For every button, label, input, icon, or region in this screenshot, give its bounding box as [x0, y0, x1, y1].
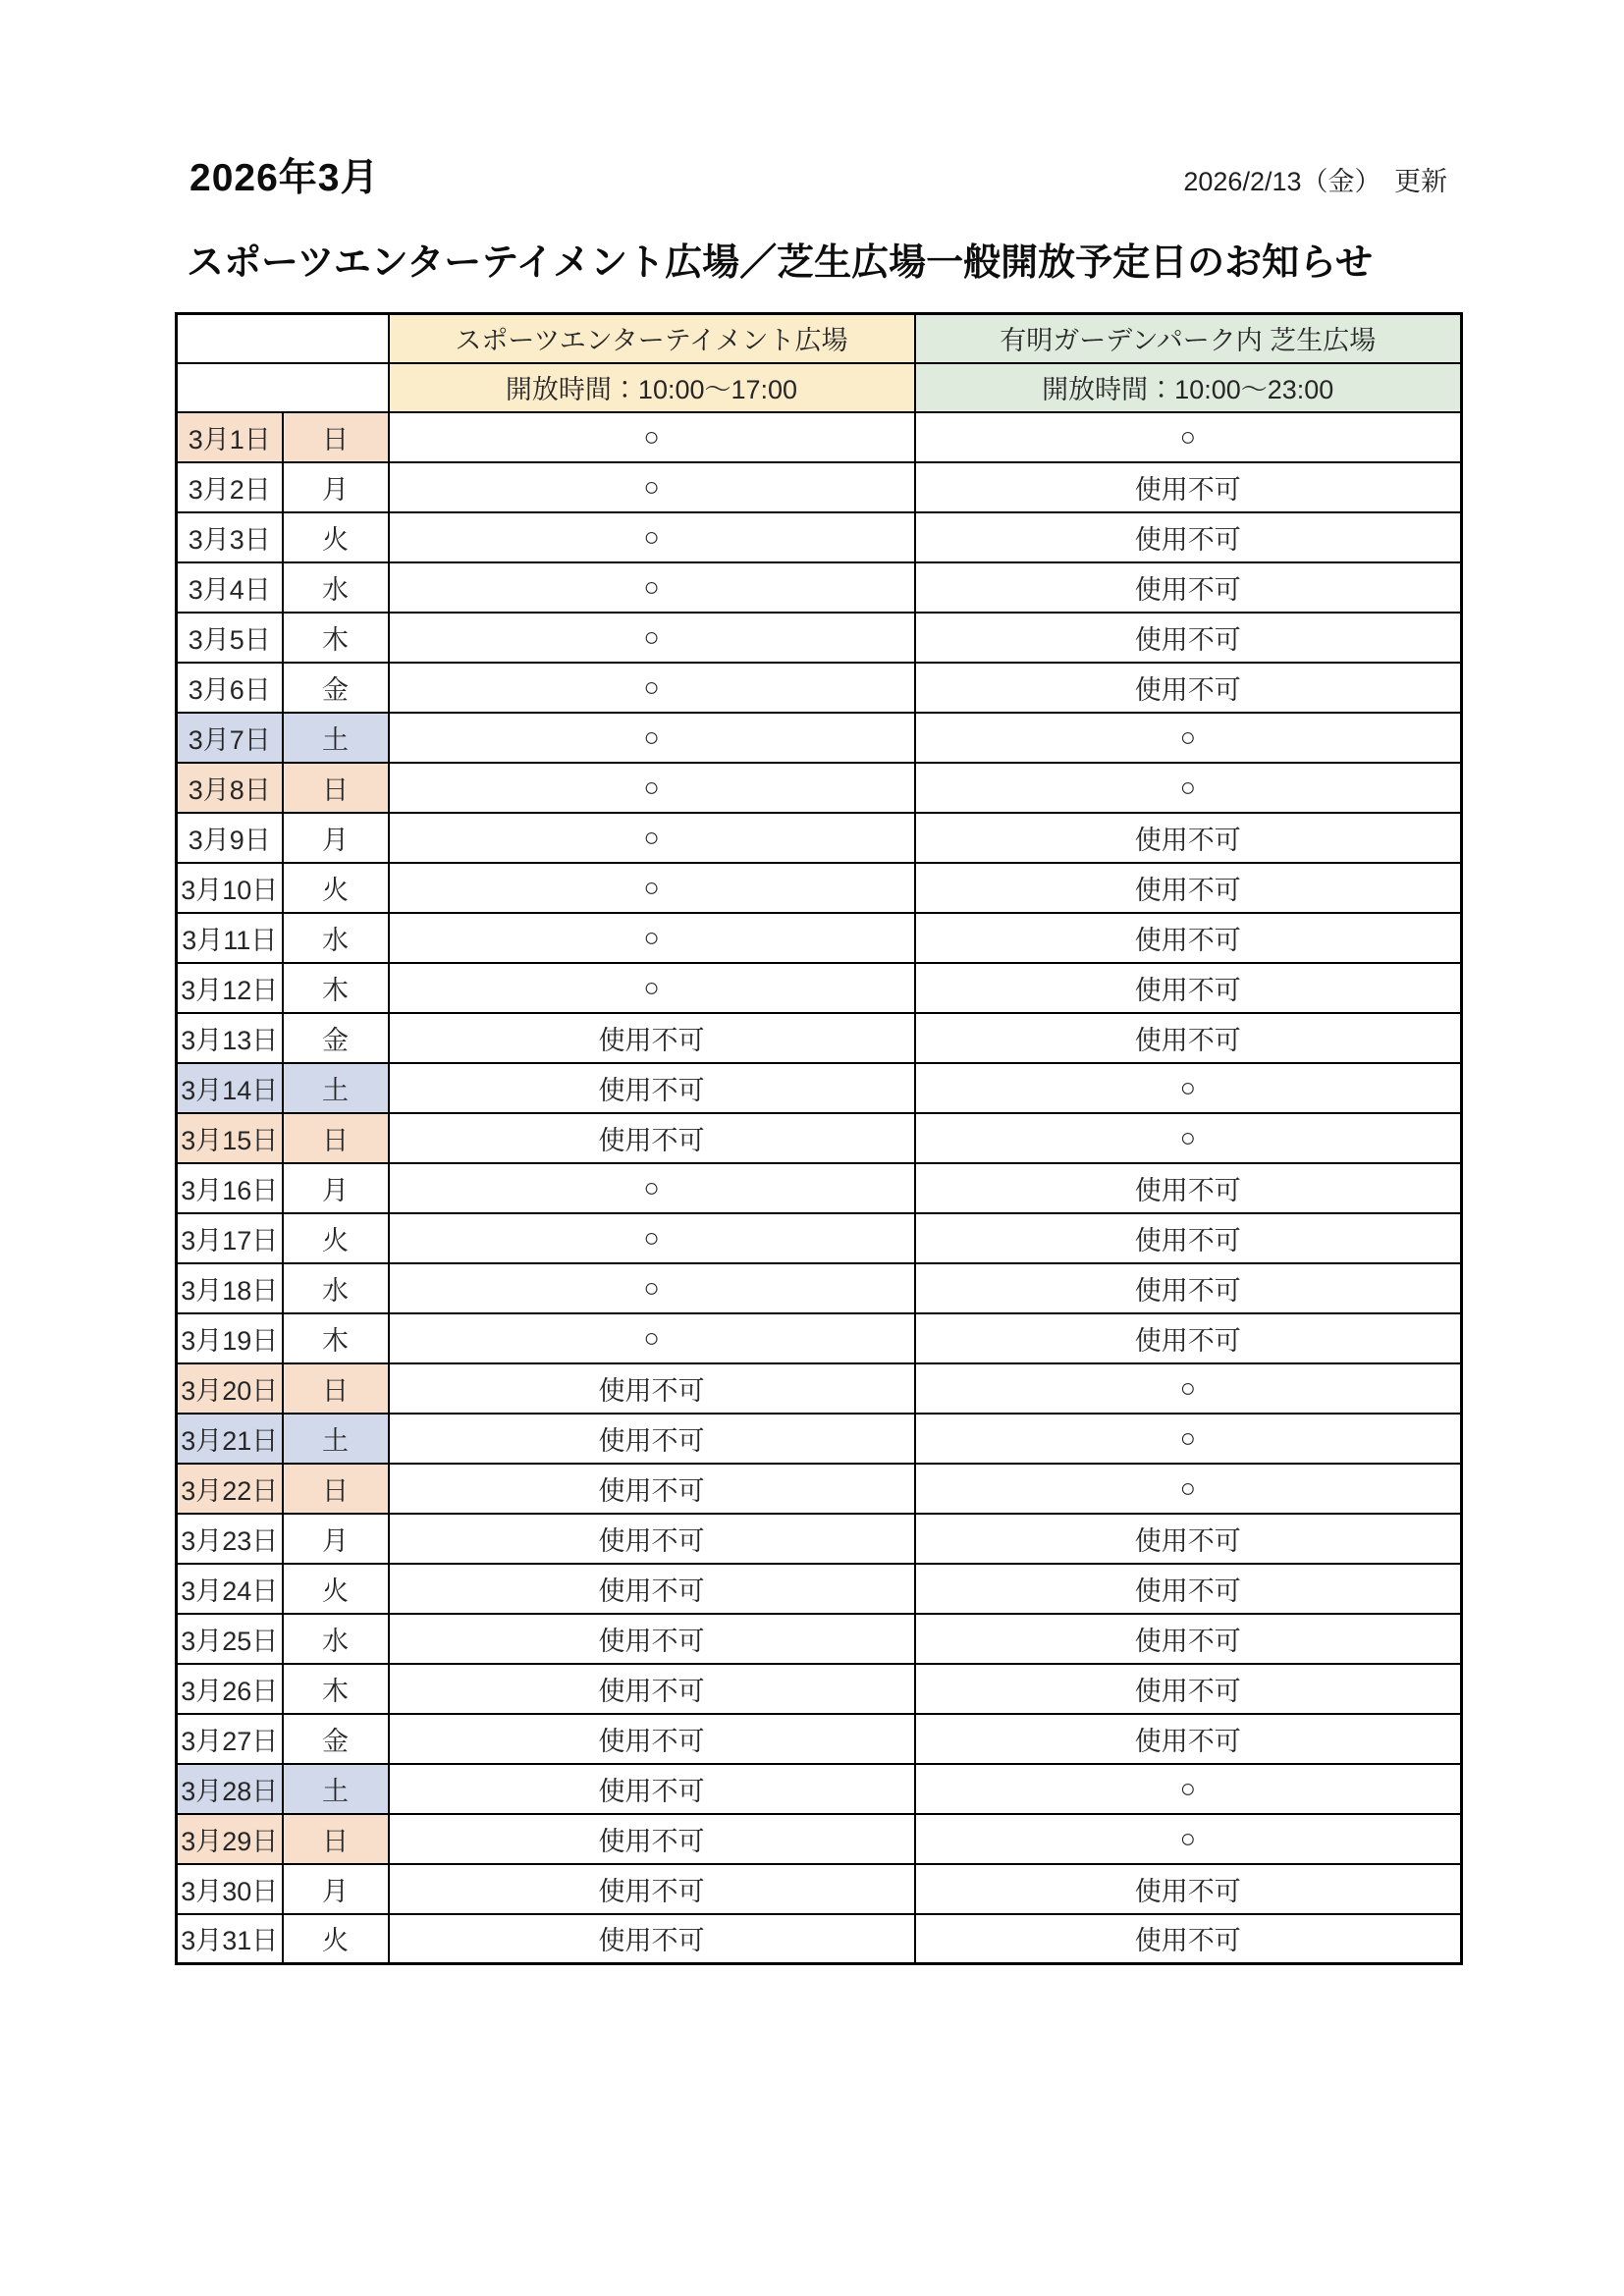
venue2-status-cell: 使用不可 [915, 562, 1462, 613]
venue1-status-cell: 使用不可 [389, 1363, 915, 1414]
venue2-hours-header: 開放時間：10:00～23:00 [915, 363, 1462, 412]
day-of-week-cell: 火 [283, 863, 389, 913]
day-of-week-cell: 土 [283, 1414, 389, 1464]
schedule-row [177, 763, 1462, 813]
date-cell: 3月17日 [177, 1213, 283, 1263]
venue1-status-cell: 使用不可 [389, 1614, 915, 1664]
date-cell: 3月24日 [177, 1564, 283, 1614]
day-of-week-cell: 月 [283, 1864, 389, 1914]
venue1-status-cell: ○ [389, 713, 915, 763]
venue1-status-cell: ○ [389, 562, 915, 613]
venue2-status-cell: ○ [915, 412, 1462, 462]
venue1-status-cell: ○ [389, 763, 915, 813]
schedule-row [177, 1464, 1462, 1514]
page-subtitle: スポーツエンターテイメント広場／芝生広場一般開放予定日のお知らせ [187, 242, 1374, 284]
venue2-status-cell: 使用不可 [915, 963, 1462, 1013]
day-of-week-cell: 木 [283, 1664, 389, 1714]
schedule-row [177, 462, 1462, 512]
day-of-week-cell: 日 [283, 1113, 389, 1163]
date-cell: 3月22日 [177, 1464, 283, 1514]
date-cell: 3月14日 [177, 1063, 283, 1113]
venue1-status-cell: ○ [389, 663, 915, 713]
date-cell: 3月25日 [177, 1614, 283, 1664]
schedule-row [177, 963, 1462, 1013]
date-cell: 3月20日 [177, 1363, 283, 1414]
venue1-status-cell: 使用不可 [389, 1664, 915, 1714]
date-cell: 3月1日 [177, 412, 283, 462]
date-cell: 3月10日 [177, 863, 283, 913]
day-of-week-cell: 日 [283, 763, 389, 813]
venue1-status-cell: 使用不可 [389, 1764, 915, 1814]
venue1-status-cell: 使用不可 [389, 1564, 915, 1614]
venue2-status-cell: 使用不可 [915, 813, 1462, 863]
day-of-week-cell: 火 [283, 1564, 389, 1614]
day-of-week-cell: 木 [283, 613, 389, 663]
day-of-week-cell: 月 [283, 1514, 389, 1564]
date-cell: 3月30日 [177, 1864, 283, 1914]
date-cell: 3月29日 [177, 1814, 283, 1864]
schedule-row [177, 1414, 1462, 1464]
schedule-row [177, 1814, 1462, 1864]
venue2-status-cell: ○ [915, 1113, 1462, 1163]
schedule-row [177, 1764, 1462, 1814]
date-cell: 3月5日 [177, 613, 283, 663]
day-of-week-cell: 水 [283, 562, 389, 613]
schedule-row [177, 1213, 1462, 1263]
schedule-table-head [177, 314, 1462, 412]
schedule-table [175, 312, 1463, 1965]
date-cell: 3月15日 [177, 1113, 283, 1163]
date-cell: 3月16日 [177, 1163, 283, 1213]
schedule-row [177, 1864, 1462, 1914]
schedule-row [177, 863, 1462, 913]
venue2-status-cell: ○ [915, 763, 1462, 813]
day-of-week-cell: 金 [283, 663, 389, 713]
day-of-week-cell: 月 [283, 462, 389, 512]
venue2-status-cell: 使用不可 [915, 913, 1462, 963]
venue1-status-cell: ○ [389, 412, 915, 462]
date-cell: 3月8日 [177, 763, 283, 813]
venue2-status-cell: 使用不可 [915, 1514, 1462, 1564]
venue1-status-cell: 使用不可 [389, 1013, 915, 1063]
venue1-status-cell: 使用不可 [389, 1414, 915, 1464]
schedule-row [177, 1514, 1462, 1564]
venue2-status-cell: ○ [915, 1414, 1462, 1464]
venue2-status-cell: ○ [915, 1764, 1462, 1814]
date-cell: 3月2日 [177, 462, 283, 512]
date-cell: 3月13日 [177, 1013, 283, 1063]
venue1-status-cell: 使用不可 [389, 1063, 915, 1113]
day-of-week-cell: 水 [283, 913, 389, 963]
venue2-status-cell: 使用不可 [915, 1564, 1462, 1614]
venue2-status-cell: ○ [915, 1063, 1462, 1113]
venue1-status-cell: ○ [389, 863, 915, 913]
date-cell: 3月18日 [177, 1263, 283, 1313]
venue1-name-header: スポーツエンターテイメント広場 [389, 314, 915, 363]
schedule-row [177, 562, 1462, 613]
venue1-status-cell: ○ [389, 963, 915, 1013]
venue1-status-cell: ○ [389, 1263, 915, 1313]
schedule-row [177, 1113, 1462, 1163]
day-of-week-cell: 日 [283, 1464, 389, 1514]
venue-name-header-row [177, 314, 1462, 363]
venue1-status-cell: ○ [389, 1163, 915, 1213]
corner-empty-cell [177, 363, 389, 412]
venue1-status-cell: ○ [389, 813, 915, 863]
date-cell: 3月23日 [177, 1514, 283, 1564]
venue2-status-cell: ○ [915, 1814, 1462, 1864]
day-of-week-cell: 土 [283, 713, 389, 763]
schedule-row [177, 1013, 1462, 1063]
venue1-status-cell: ○ [389, 1313, 915, 1363]
day-of-week-cell: 月 [283, 1163, 389, 1213]
venue2-status-cell: 使用不可 [915, 512, 1462, 562]
schedule-row [177, 1063, 1462, 1113]
venue1-status-cell: ○ [389, 613, 915, 663]
date-cell: 3月9日 [177, 813, 283, 863]
date-cell: 3月11日 [177, 913, 283, 963]
venue2-status-cell: 使用不可 [915, 863, 1462, 913]
schedule-row [177, 1263, 1462, 1313]
schedule-row [177, 1914, 1462, 1964]
page-title: 2026年3月 [189, 157, 380, 199]
venue2-status-cell: 使用不可 [915, 1714, 1462, 1764]
venue2-status-cell: 使用不可 [915, 1313, 1462, 1363]
date-cell: 3月3日 [177, 512, 283, 562]
venue1-status-cell: 使用不可 [389, 1914, 915, 1964]
day-of-week-cell: 日 [283, 1814, 389, 1864]
updated-date-label: 2026/2/13（金） 更新 [1183, 167, 1447, 196]
date-cell: 3月12日 [177, 963, 283, 1013]
venue1-status-cell: ○ [389, 512, 915, 562]
day-of-week-cell: 日 [283, 412, 389, 462]
venue1-status-cell: 使用不可 [389, 1714, 915, 1764]
venue2-status-cell: 使用不可 [915, 1864, 1462, 1914]
day-of-week-cell: 火 [283, 512, 389, 562]
venue2-status-cell: 使用不可 [915, 1263, 1462, 1313]
day-of-week-cell: 火 [283, 1213, 389, 1263]
date-cell: 3月21日 [177, 1414, 283, 1464]
venue2-status-cell: 使用不可 [915, 1013, 1462, 1063]
schedule-table-body [177, 412, 1462, 1964]
schedule-row [177, 613, 1462, 663]
day-of-week-cell: 木 [283, 963, 389, 1013]
venue-hours-header-row [177, 363, 1462, 412]
day-of-week-cell: 木 [283, 1313, 389, 1363]
date-cell: 3月7日 [177, 713, 283, 763]
venue1-status-cell: ○ [389, 913, 915, 963]
schedule-row [177, 1313, 1462, 1363]
schedule-row [177, 1363, 1462, 1414]
day-of-week-cell: 月 [283, 813, 389, 863]
schedule-row [177, 412, 1462, 462]
schedule-row [177, 1564, 1462, 1614]
day-of-week-cell: 土 [283, 1063, 389, 1113]
schedule-row [177, 512, 1462, 562]
venue2-status-cell: 使用不可 [915, 462, 1462, 512]
day-of-week-cell: 土 [283, 1764, 389, 1814]
schedule-row [177, 813, 1462, 863]
venue2-status-cell: 使用不可 [915, 1664, 1462, 1714]
day-of-week-cell: 火 [283, 1914, 389, 1964]
day-of-week-cell: 金 [283, 1013, 389, 1063]
schedule-row [177, 1664, 1462, 1714]
venue2-name-header: 有明ガーデンパーク内 芝生広場 [915, 314, 1462, 363]
venue1-status-cell: ○ [389, 1213, 915, 1263]
venue1-status-cell: 使用不可 [389, 1113, 915, 1163]
date-cell: 3月6日 [177, 663, 283, 713]
venue2-status-cell: ○ [915, 713, 1462, 763]
venue1-status-cell: 使用不可 [389, 1464, 915, 1514]
venue1-status-cell: 使用不可 [389, 1814, 915, 1864]
corner-empty-cell [177, 314, 389, 363]
venue2-status-cell: 使用不可 [915, 613, 1462, 663]
schedule-row [177, 1163, 1462, 1213]
day-of-week-cell: 金 [283, 1714, 389, 1764]
date-cell: 3月27日 [177, 1714, 283, 1764]
date-cell: 3月19日 [177, 1313, 283, 1363]
venue1-status-cell: 使用不可 [389, 1514, 915, 1564]
venue2-status-cell: ○ [915, 1464, 1462, 1514]
venue2-status-cell: 使用不可 [915, 1914, 1462, 1964]
venue1-hours-header: 開放時間：10:00～17:00 [389, 363, 915, 412]
day-of-week-cell: 水 [283, 1263, 389, 1313]
schedule-row [177, 713, 1462, 763]
venue1-status-cell: ○ [389, 462, 915, 512]
day-of-week-cell: 水 [283, 1614, 389, 1664]
schedule-row [177, 913, 1462, 963]
day-of-week-cell: 日 [283, 1363, 389, 1414]
venue2-status-cell: 使用不可 [915, 1163, 1462, 1213]
venue2-status-cell: 使用不可 [915, 663, 1462, 713]
date-cell: 3月26日 [177, 1664, 283, 1714]
date-cell: 3月4日 [177, 562, 283, 613]
schedule-row [177, 1614, 1462, 1664]
venue1-status-cell: 使用不可 [389, 1864, 915, 1914]
venue2-status-cell: 使用不可 [915, 1213, 1462, 1263]
venue2-status-cell: 使用不可 [915, 1614, 1462, 1664]
date-cell: 3月31日 [177, 1914, 283, 1964]
schedule-row [177, 1714, 1462, 1764]
schedule-row [177, 663, 1462, 713]
date-cell: 3月28日 [177, 1764, 283, 1814]
venue2-status-cell: ○ [915, 1363, 1462, 1414]
